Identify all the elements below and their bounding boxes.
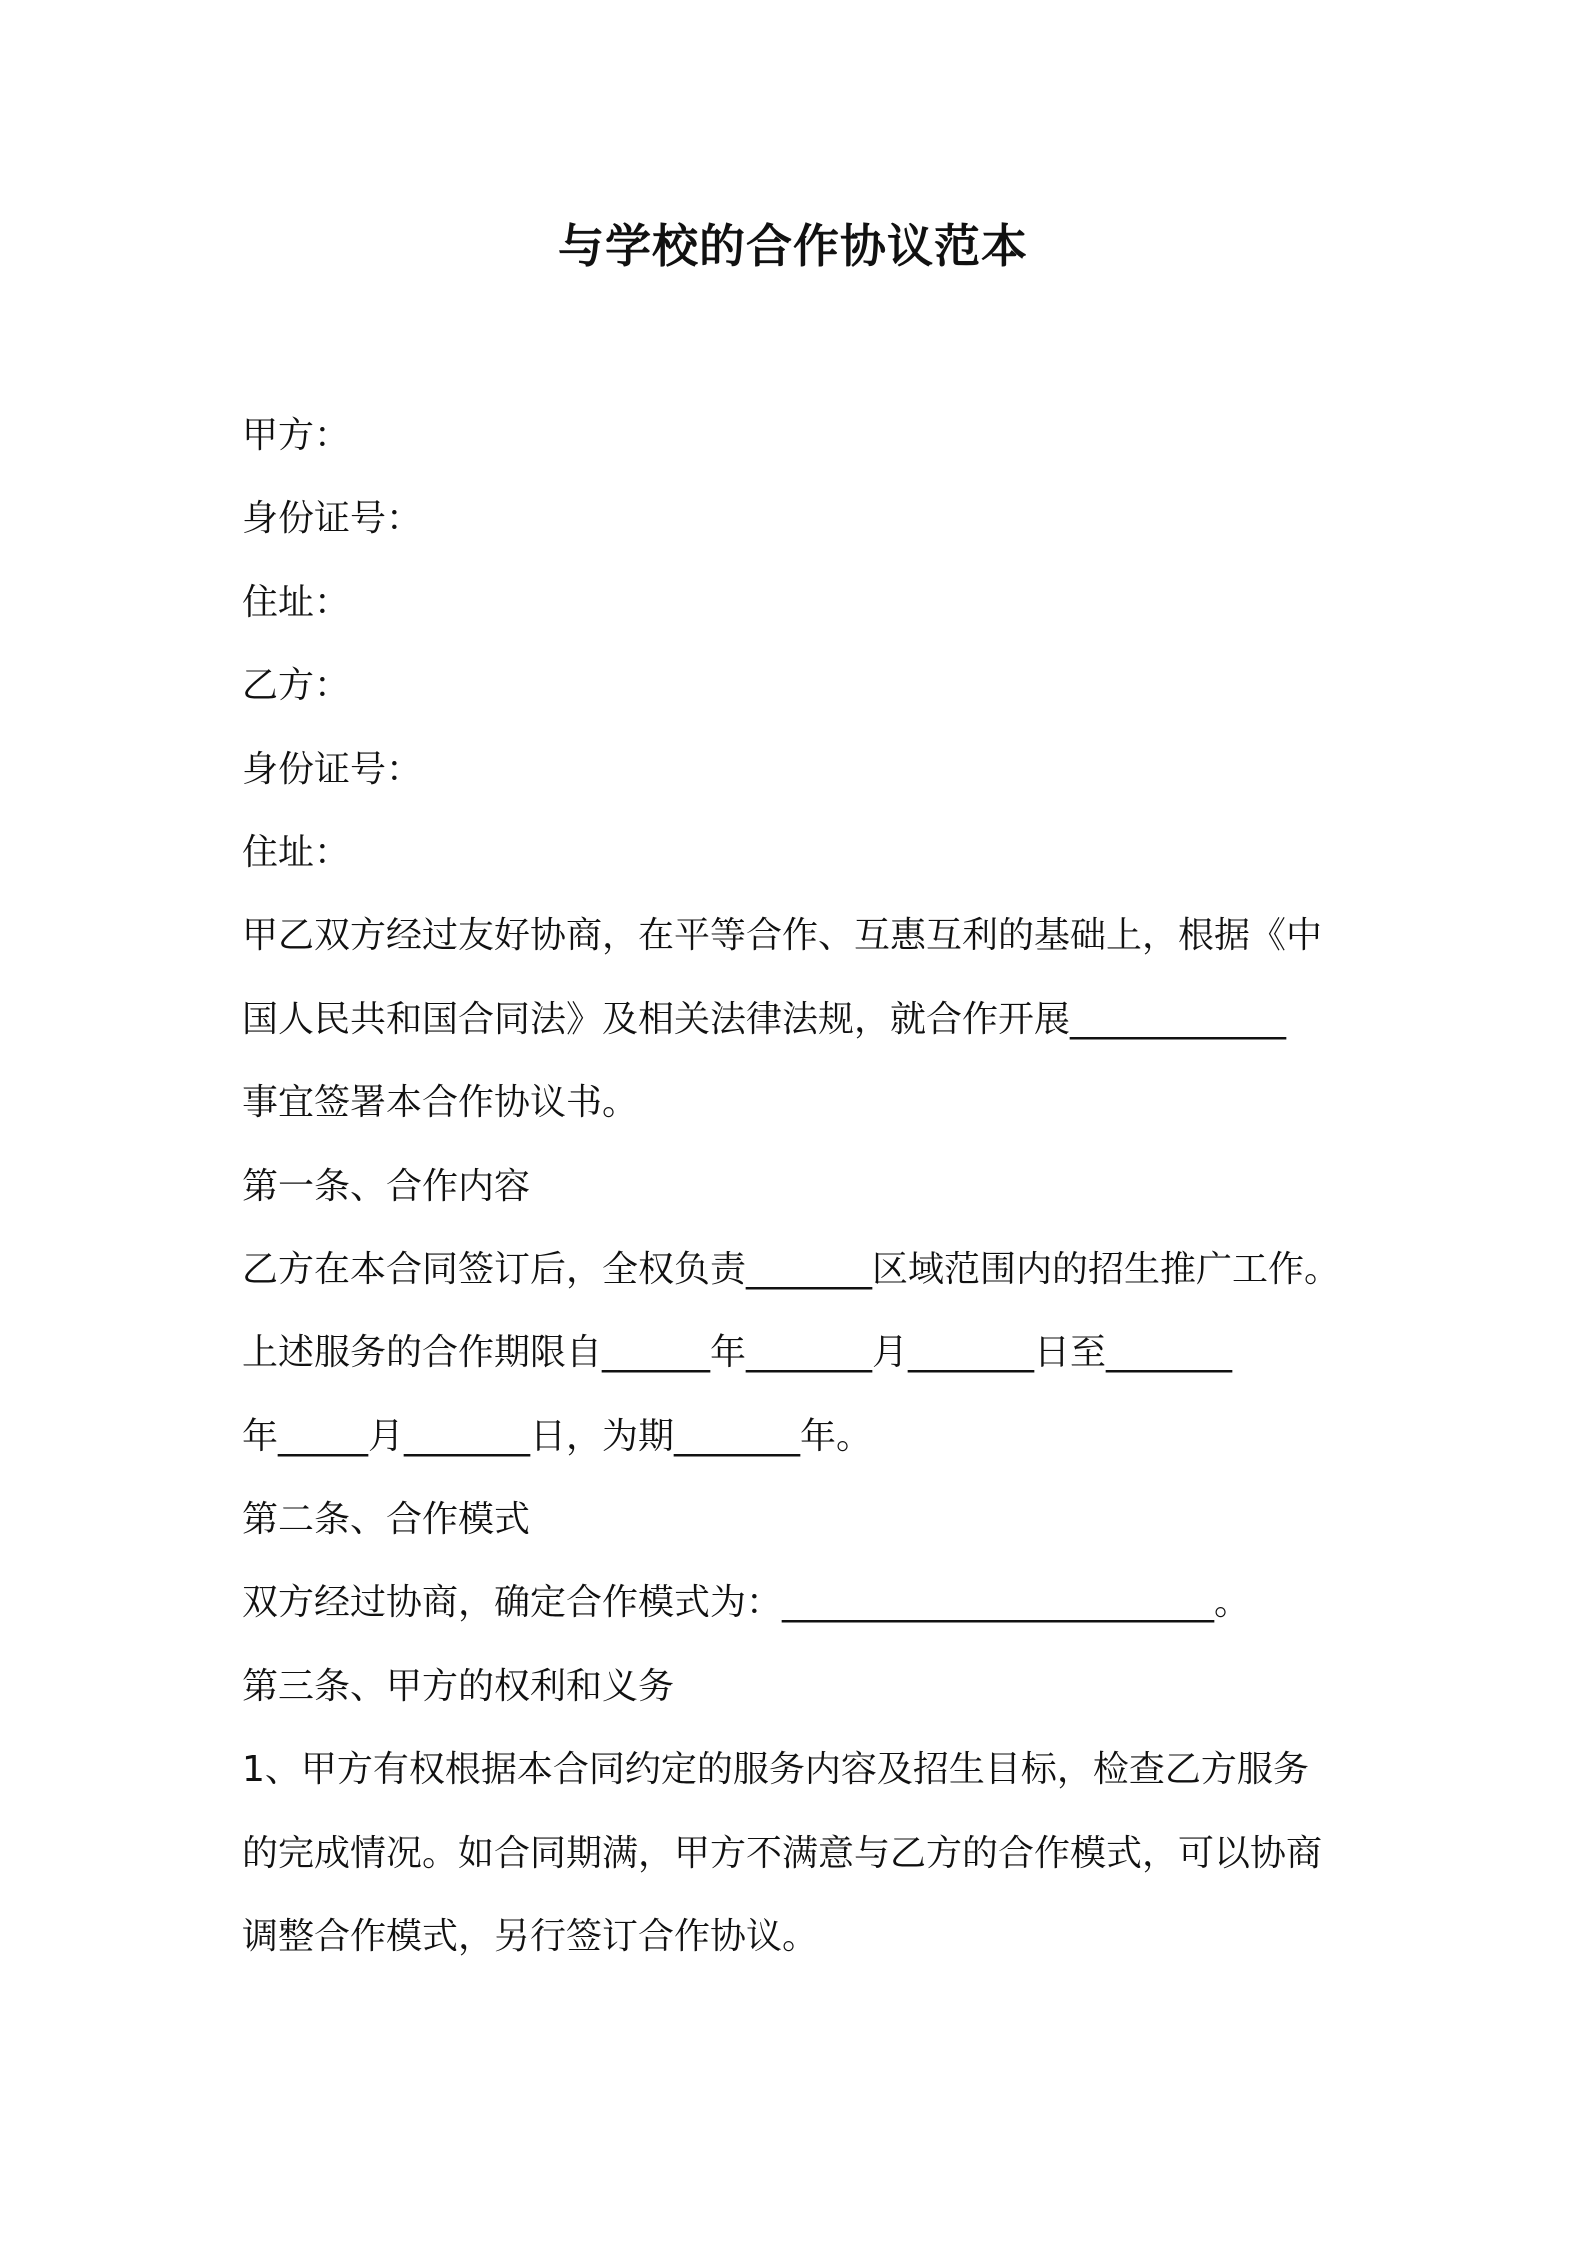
article-1-text: 年_____月_______日，为期_______年。 [242,1415,873,1457]
article-1-heading: 第一条、合作内容 [242,1165,531,1207]
party-b-address-label: 住址： [242,831,351,873]
preamble-line: 甲乙双方经过友好协商，在平等合作、互惠互利的基础上，根据《中 [242,915,1323,957]
party-a-id-label: 身份证号： [242,498,423,540]
article-2-heading: 第二条、合作模式 [242,1499,531,1541]
preamble-line: 国人民共和国合同法》及相关法律法规，就合作开展____________ [242,998,1287,1040]
article-1-text: 乙方在本合同签订后，全权负责_______区域范围内的招生推广工作。 [242,1248,1341,1290]
party-a-address-label: 住址： [242,581,351,623]
preamble-line: 事宜签署本合作协议书。 [242,1082,639,1124]
article-3-heading: 第三条、甲方的权利和义务 [242,1665,675,1707]
document-body [242,412,1382,1996]
party-b-label: 乙方： [242,665,351,707]
article-3-text: 调整合作模式，另行签订合作协议。 [242,1916,819,1958]
article-3-text: 1、甲方有权根据本合同约定的服务内容及招生目标，检查乙方服务 [242,1749,1309,1791]
party-a-label: 甲方： [242,415,351,456]
party-b-id-label: 身份证号： [242,748,423,790]
article-1-text: 上述服务的合作期限自______年_______月_______日至_______ [242,1332,1233,1374]
article-3-text: 的完成情况。如合同期满，甲方不满意与乙方的合作模式，可以协商 [242,1832,1323,1874]
article-2-text: 双方经过协商，确定合作模式为：________________________。 [242,1582,1251,1624]
document-title: 与学校的合作协议范本 [558,219,1028,273]
